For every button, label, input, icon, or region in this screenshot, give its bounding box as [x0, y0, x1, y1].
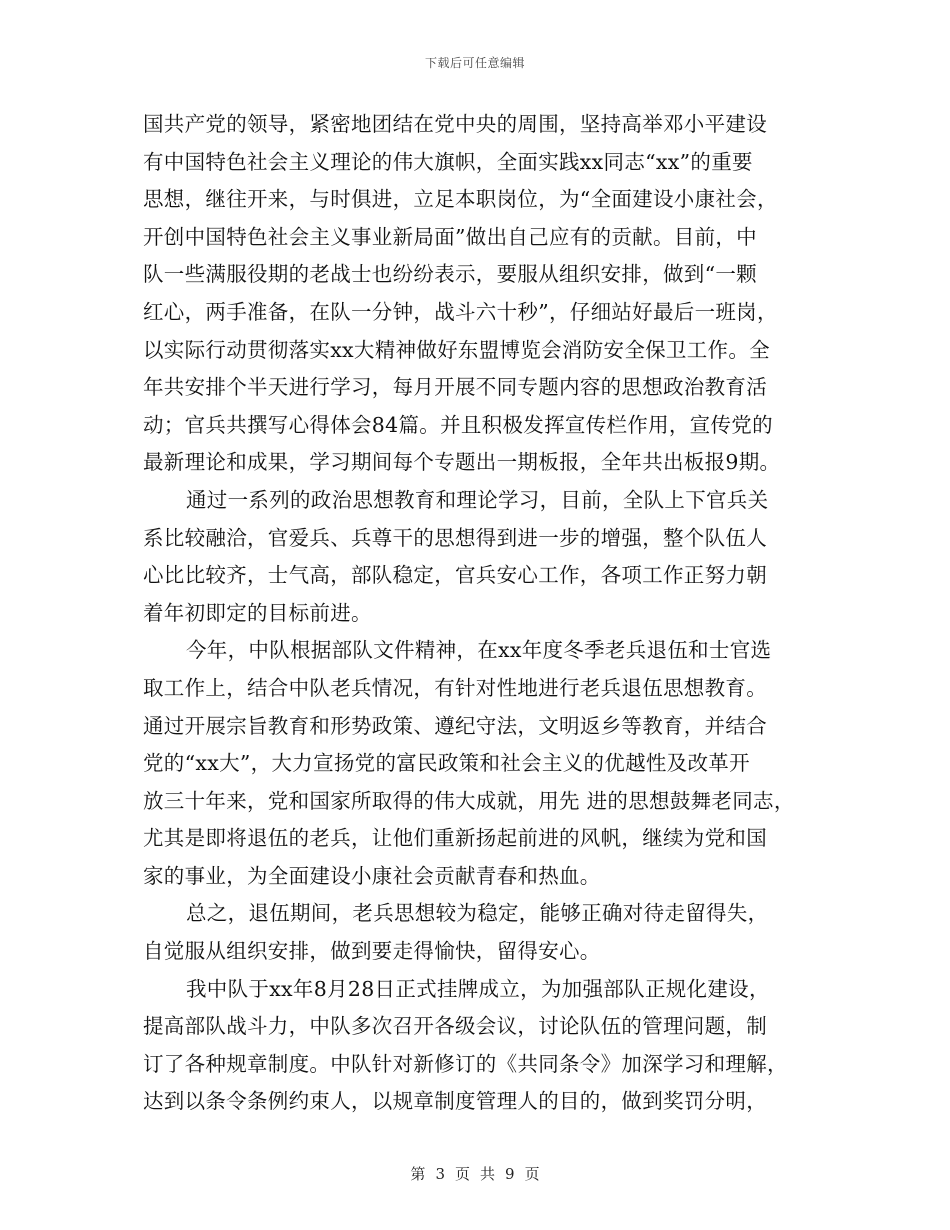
text-line: 今年，中队根据部队文件精神，在xx年度冬季老兵退伍和士官选 — [186, 638, 772, 663]
text-line: 动；官兵共撰写心得体会84篇。并且积极发挥宣传栏作用，宣传党的 — [143, 412, 773, 437]
text-line: 自觉服从组织安排，做到要走得愉快，留得安心。 — [143, 939, 601, 964]
text-line: 家的事业，为全面建设小康社会贡献青春和热血。 — [143, 863, 601, 888]
page-footer — [0, 1163, 950, 1184]
text-line: 通过开展宗旨教育和形势政策、遵纪守法，文明返乡等教育，并结合 — [143, 713, 767, 738]
total-pages-number: 9 — [505, 1165, 515, 1183]
text-line: 以实际行动贯彻落实xx大精神做好东盟博览会消防安全保卫工作。全 — [143, 337, 770, 362]
text-line: 最新理论和成果，学习期间每个专题出一期板报，全年共出板报9期。 — [143, 450, 781, 475]
text-line: 开创中国特色社会主义事业新局面”做出自己应有的贡献。目前，中 — [143, 224, 757, 249]
text-line: 提高部队战斗力，中队多次召开各级会议，讨论队伍的管理问题，制 — [143, 1014, 767, 1039]
text-line: 通过一系列的政治思想教育和理论学习，目前，全队上下官兵关 — [186, 487, 769, 512]
text-line: 党的“xx大”，大力宣扬党的富民政策和社会主义的优越性及改革开 — [143, 751, 750, 776]
current-page-number: 3 — [435, 1165, 445, 1183]
text-line: 我中队于xx年8月28日正式挂牌成立，为加强部队正规化建设， — [186, 976, 770, 1001]
footer-label-page2: 页 — [524, 1165, 540, 1183]
text-line: 达到以条令条例约束人，以规章制度管理人的目的，做到奖罚分明， — [143, 1089, 767, 1114]
text-line: 系比较融洽，官爱兵、兵尊干的思想得到进一步的增强，整个队伍人 — [143, 525, 767, 550]
body-text — [143, 106, 823, 1121]
footer-label-total: 共 — [480, 1165, 496, 1183]
footer-label-page: 页 — [454, 1165, 470, 1183]
text-line: 心比比较齐，士气高，部队稳定，官兵安心工作，各项工作正努力朝 — [143, 563, 767, 588]
text-line: 着年初即定的目标前进。 — [143, 600, 372, 625]
text-line: 有中国特色社会主义理论的伟大旗帜，全面实践xx同志“xx”的重要 — [143, 149, 753, 174]
footer-label-pre: 第 — [410, 1165, 426, 1183]
text-line: 红心，两手准备，在队一分钟，战斗六十秒”，仔细站好最后一班岗， — [143, 299, 778, 324]
text-line: 放三十年来，党和国家所取得的伟大成就，用先 进的思想鼓舞老同志， — [143, 788, 795, 813]
text-line: 订了各种规章制度。中队针对新修订的《共同条令》加深学习和理解， — [143, 1051, 788, 1076]
text-line: 年共安排个半天进行学习，每月开展不同专题内容的思想政治教育活 — [143, 375, 767, 400]
text-line: 国共产党的领导，紧密地团结在党中央的周围，坚持高举邓小平建设 — [143, 112, 767, 136]
text-line: 取工作上，结合中队老兵情况，有针对性地进行老兵退伍思想教育。 — [143, 675, 767, 700]
page-header: 下载后可任意编辑 — [424, 56, 525, 70]
text-line: 队一些满服役期的老战士也纷纷表示，要服从组织安排，做到“一颗 — [143, 262, 757, 287]
text-line: 总之，退伍期间，老兵思想较为稳定，能够正确对待走留得失， — [186, 901, 769, 926]
text-line: 思想，继往开来，与时俱进，立足本职岗位，为“全面建设小康社会， — [143, 187, 778, 212]
text-line: 尤其是即将退伍的老兵，让他们重新扬起前进的风帆，继续为党和国 — [143, 826, 767, 851]
